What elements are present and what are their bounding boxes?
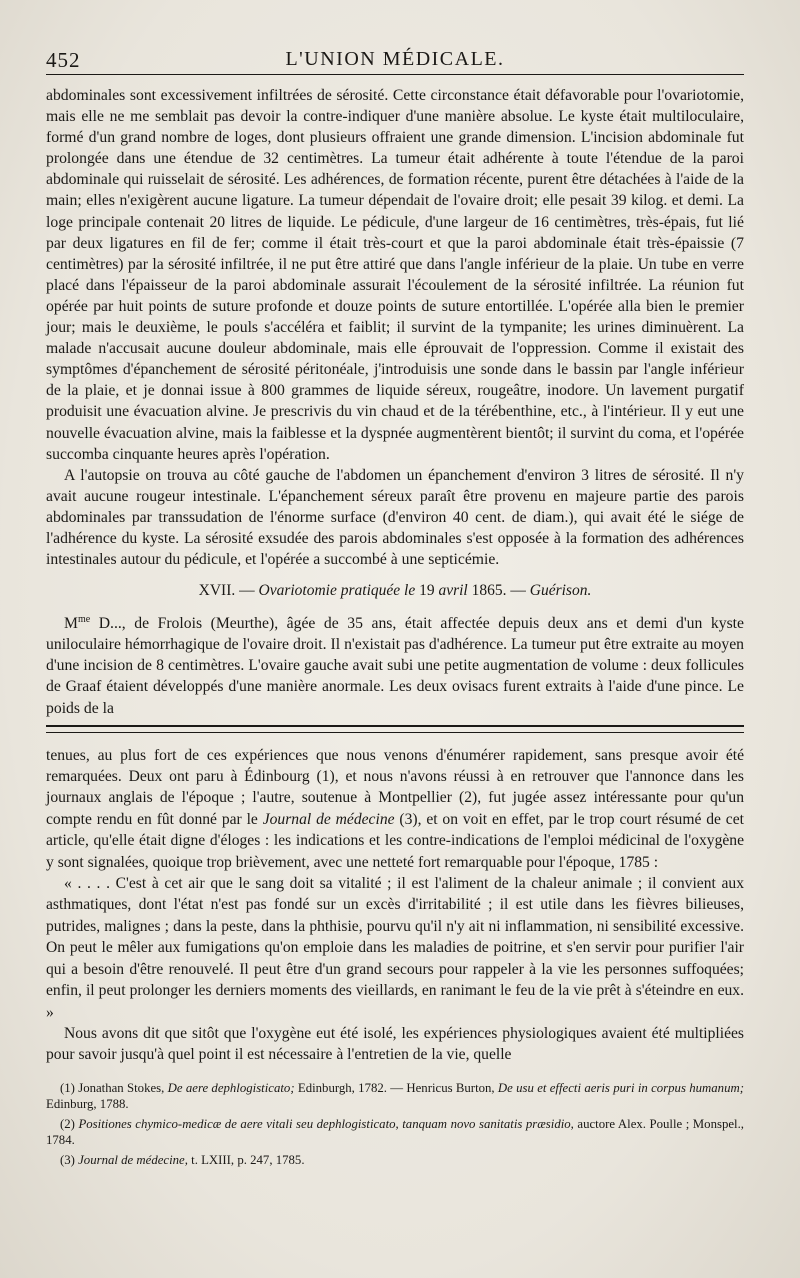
section-month: avril — [438, 582, 468, 600]
case-body: D..., de Frolois (Meurthe), âgée de 35 ans, était affectée depuis deux ans et demi d'un kyste uniloculaire hémorrhagique de l'ovaire droit. Il n'existait pas d'adhérence. La tumeur put être extraite au moyen d'une incision de 8 centimètres. L'ovaire gauche avait subi une petite augmentation de volume : deux follicules de Graaf étaient développés d'une manière anormale. Les deux ovisacs furent extraits à l'aide d'une pince. Le poids de la — [46, 615, 744, 717]
honorific: M — [64, 615, 78, 633]
feuilleton-divider — [46, 725, 744, 733]
journal-title: L'UNION MÉDICALE. — [285, 48, 505, 70]
footnotes — [46, 1080, 744, 1168]
footnote-title: Positiones chymico-medicæ de aere vitali seu dephlogisticato, tanquam novo sanitatis præsidio, — [78, 1116, 574, 1131]
text-run: tenues, au plus fort de ces expériences que nous venons d'énumérer rapidement, sans presque avoir été remarquées. Deux ont paru à Édinbourg (1), et nous n'avons réussi à en retrouver que l'annonce dans les journaux anglais de l'époque ; l'autre, soutenue à Montpellier (2), fut jugée assez intéressante pour qu'un compte rendu en fût donné par le — [46, 746, 744, 828]
footnote-1 — [46, 1080, 744, 1112]
footnote-text: auctore Alex. Poulle ; Monspel., 1784. — [46, 1116, 744, 1147]
paragraph-physiology: Nous avons dit que sitôt que l'oxygène eut été isolé, les expériences physiologiques avaient été multipliées pour savoir jusqu'à quel point il est nécessaire à l'entretien de la vie, quelle — [46, 1024, 744, 1064]
paragraph-oxygen-theses — [46, 745, 744, 873]
journal-reference: Journal de médecine — [262, 810, 395, 828]
paragraph-case-xvii — [46, 613, 744, 718]
footnote-mark: (3) — [60, 1152, 79, 1167]
section-number: XVII. — — [198, 582, 259, 600]
footnote-2 — [46, 1116, 744, 1148]
paragraph-case-xvi-continued: abdominales sont excessivement infiltrées de sérosité. Cette circonstance était défavorable pour l'ovariotomie, mais elle ne me semblait pas devoir la contre-indiquer d'une manière absolue. Le kyste était multiloculaire, formé d'un grand nombre de loges, dont plusieurs offraient une grande dimension. L'incision abdominale fut prolongée dans une étendue de 32 centimètres. La tumeur était adhérente à toute l'étendue de la paroi abdominale qui ruisselait de sérosité. Les adhérences, de formation récente, purent être détachées à l'aide de la main; elles n'exigèrent aucune ligature. La tumeur dépendait de l'ovaire droit; elle pesait 39 kilog. et demi. La loge principale contenait 20 litres de liquide. Le pédicule, d'une largeur de 16 centimètres, très-épais, fut lié par deux ligatures en fil de fer; comme il était très-court et que la paroi abdominale était très-épaissie (7 centimètres) par la sérosité infiltrée, il ne put être attiré que dans l'angle inférieur de la plaie. Un tube en verre placé dans l'épaisseur de la paroi abdominale assurait l'écoulement de la sérosité infiltrée. La réunion fut opérée par huit points de suture profonde et douze points de suture entortillée. L'opérée alla bien le premier jour; mais le deuxième, le pouls s'accéléra et faiblit; il survint de la tympanite; les urines diminuèrent. La malade n'accusait aucune douleur abdominale, mais elle éprouvait de l'oppression. Comme il existait des symptômes d'épanchement de sérosité péritonéale, j'introduisis une sonde dans le bassin par l'angle inférieur de la plaie, et je donnai issue à 800 grammes de liquide séreux, rougeâtre, inodore. Un lavement purgatif produisit une évacuation alvine. Je prescrivis du vin chaud et de la térébenthine, etc., à l'intérieur. Il y eut une nouvelle évacuation alvine, mais la faiblesse et la dyspnée augmentèrent bientôt; il survint du coma, et l'opérée succomba cinquante heures après l'opération. — [46, 87, 744, 463]
paragraph-autopsy: A l'autopsie on trouva au côté gauche de l'abdomen un épanchement d'environ 3 litres de sérosité. Il n'y avait aucune rougeur intestinale. L'épanchement séreux paraît être provenu en majeure partie des parois abdominales par transsudation de l'énorme surface (d'environ 40 cent. de diam.), qui avait été le siége de l'adhérence du kyste. La sérosité exsudée des parois abdominales s'est opposée à la formation des adhérences intestinales autour du pédicule, et l'opérée a succombé à une septicémie. — [46, 466, 744, 569]
footnote-mark: (1) Jonathan Stokes, — [60, 1080, 168, 1095]
header-rule — [46, 74, 744, 75]
feuilleton-section — [46, 745, 744, 1066]
footnote-text: t. LXIII, p. 247, 1785. — [187, 1152, 305, 1167]
section-year: 1865. — — [467, 582, 530, 600]
text-run: (3), et on voit en effet, par le trop court résumé de cet article, qu'elle était digne d'éloges : les indications et les contre-indications de l'emploi médicinal de l'oxygène y sont signalées, quoique trop brièvement, avec une netteté fort remarquable pour l'époque, 1785 : — [46, 810, 744, 871]
footnote-mark: (2) — [60, 1116, 79, 1131]
footnote-3 — [46, 1152, 744, 1168]
page-number: 452 — [46, 48, 81, 72]
section-heading-xvii — [46, 580, 744, 601]
running-head — [46, 40, 744, 74]
footnote-title: De usu et effecti aeris puri in corpus humanum; — [497, 1080, 744, 1095]
section-result: Guérison. — [529, 582, 592, 600]
honorific-superscript: me — [77, 613, 91, 625]
paragraph-quotation: « . . . . C'est à cet air que le sang doit sa vitalité ; il est l'aliment de la chaleur animale ; il convient aux asthmatiques, dont l'état n'est pas fondé sur un excès d'irritabilité ; il est utile dans les fièvres bilieuses, putrides, malignes ; dans la peste, dans la phthisie, pourvu qu'il n'y ait ni inflammation, ni sensibilité excessive. On peut le mêler aux fumigations qu'on emploie dans les maladies de poitrine, et s'en servir pour purifier l'air qui a besoin d'être renouvelé. Il peut être d'un grand secours pour rappeler à la vie les personnes suffoquées; enfin, il peut prolonger les derniers moments des vieillards, en ranimant le feu de la vie prêt à s'éteindre en eux. » — [46, 875, 744, 1021]
footnote-title: Journal de médecine, — [78, 1152, 188, 1167]
footnote-title: De aere dephlogisticato; — [167, 1080, 295, 1095]
footnote-text: Edinburgh, 1782. — Henricus Burton, — [294, 1080, 498, 1095]
footnote-text: Edinburg, 1788. — [46, 1096, 129, 1111]
section-title-italic: Ovariotomie pratiquée le — [258, 582, 416, 600]
section-date: 19 — [415, 582, 439, 600]
